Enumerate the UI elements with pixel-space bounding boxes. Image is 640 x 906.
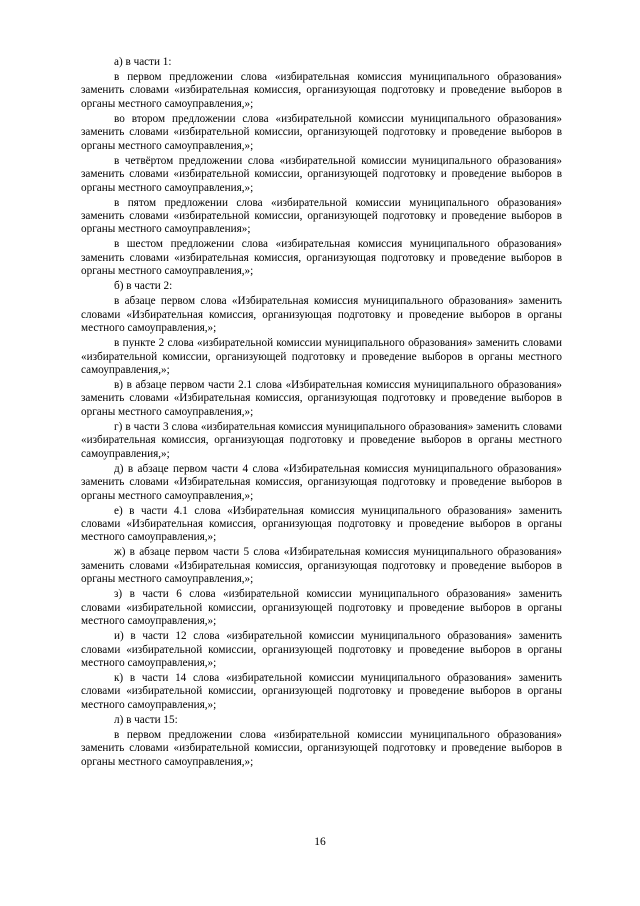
item-a-heading: а) в части 1:: [114, 56, 172, 68]
paragraph: во втором предложении слова «избирательной комиссии муниципального образования» заменить словами «избирательной комиссии, организующей подготовку и проведение выборов в органы местного самоуправления,»;: [81, 112, 562, 152]
paragraph: г) в части 3 слова «избирательная комиссия муниципального образования» заменить словами «избирательная комиссия, организующая подготовку и проведение выборов в органы местного самоуправления,»;: [81, 420, 562, 460]
paragraph: в первом предложении слова «избирательной комиссии муниципального образования» заменить словами «избирательной комиссии, организующей подготовку и проведение выборов в органы местного самоуправления,»;: [81, 728, 562, 768]
document-body: [81, 56, 562, 771]
item-l-heading: л) в части 15:: [114, 713, 178, 726]
paragraph: в) в абзаце первом части 2.1 слова «Избирательная комиссия муниципального образования» заменить словами «Избирательная комиссия, организующая подготовку и проведение выборов в органы местного самоуправления,»;: [81, 378, 562, 418]
page-number: 16: [314, 836, 326, 848]
paragraph: з) в части 6 слова «избирательной комиссии муниципального образования» заменить словами «избирательной комиссии, организующей подготовку и проведение выборов в органы местного самоуправления,»;: [81, 588, 562, 628]
paragraph: в четвёртом предложении слова «избирательной комиссии муниципального образования» заменить словами «избирательной комиссии, организующей подготовку и проведение выборов в органы местного самоуправления,»;: [81, 154, 562, 194]
paragraph: в пятом предложении слова «избирательной комиссии муниципального образования» заменить словами «избирательной комиссии, организующей подготовку и проведение выборов в органы местного самоуправления»;: [81, 196, 562, 236]
paragraph: в пункте 2 слова «избирательной комиссии муниципального образования» заменить словами «избирательной комиссии, организующей подготовку и проведение выборов в органы местного самоуправления,»;: [81, 337, 562, 376]
item-b-heading: б) в части 2:: [114, 280, 173, 293]
paragraph: и) в части 12 слова «избирательной комиссии муниципального образования» заменить словами «избирательной комиссии, организующей подготовку и проведение выборов в органы местного самоуправления,»;: [81, 630, 562, 669]
paragraph: в шестом предложении слова «избирательная комиссия муниципального образования» заменить словами «избирательная комиссия, организующая подготовку и проведение выборов в органы местного самоуправления,»;: [81, 238, 562, 278]
paragraph: в абзаце первом слова «Избирательная комиссия муниципального образования» заменить словами «Избирательная комиссия, организующая подготовку и проведение выборов в органы местного самоуправления,»;: [81, 295, 562, 335]
paragraph: д) в абзаце первом части 4 слова «Избирательная комиссия муниципального образования» заменить словами «Избирательная комиссия, организующая подготовку и проведение выборов в органы местного самоуправления,»;: [81, 462, 562, 502]
paragraph: к) в части 14 слова «избирательной комиссии муниципального образования» заменить словами «избирательной комиссии, организующей подготовку и проведение выборов в органы местного самоуправления,»;: [81, 671, 562, 711]
paragraph: е) в части 4.1 слова «Избирательная комиссия муниципального образования» заменить словами «Избирательная комиссия, организующая подготовку и проведение выборов в органы местного самоуправления,»;: [81, 504, 562, 544]
paragraph: ж) в абзаце первом части 5 слова «Избирательная комиссия муниципального образования» заменить словами «Избирательная комиссия, организующая подготовку и проведение выборов в органы местного самоуправления,»;: [81, 546, 562, 586]
paragraph: в первом предложении слова «избирательная комиссия муниципального образования» заменить словами «избирательная комиссия, организующая подготовку и проведение выборов в органы местного самоуправления,»;: [81, 70, 562, 110]
